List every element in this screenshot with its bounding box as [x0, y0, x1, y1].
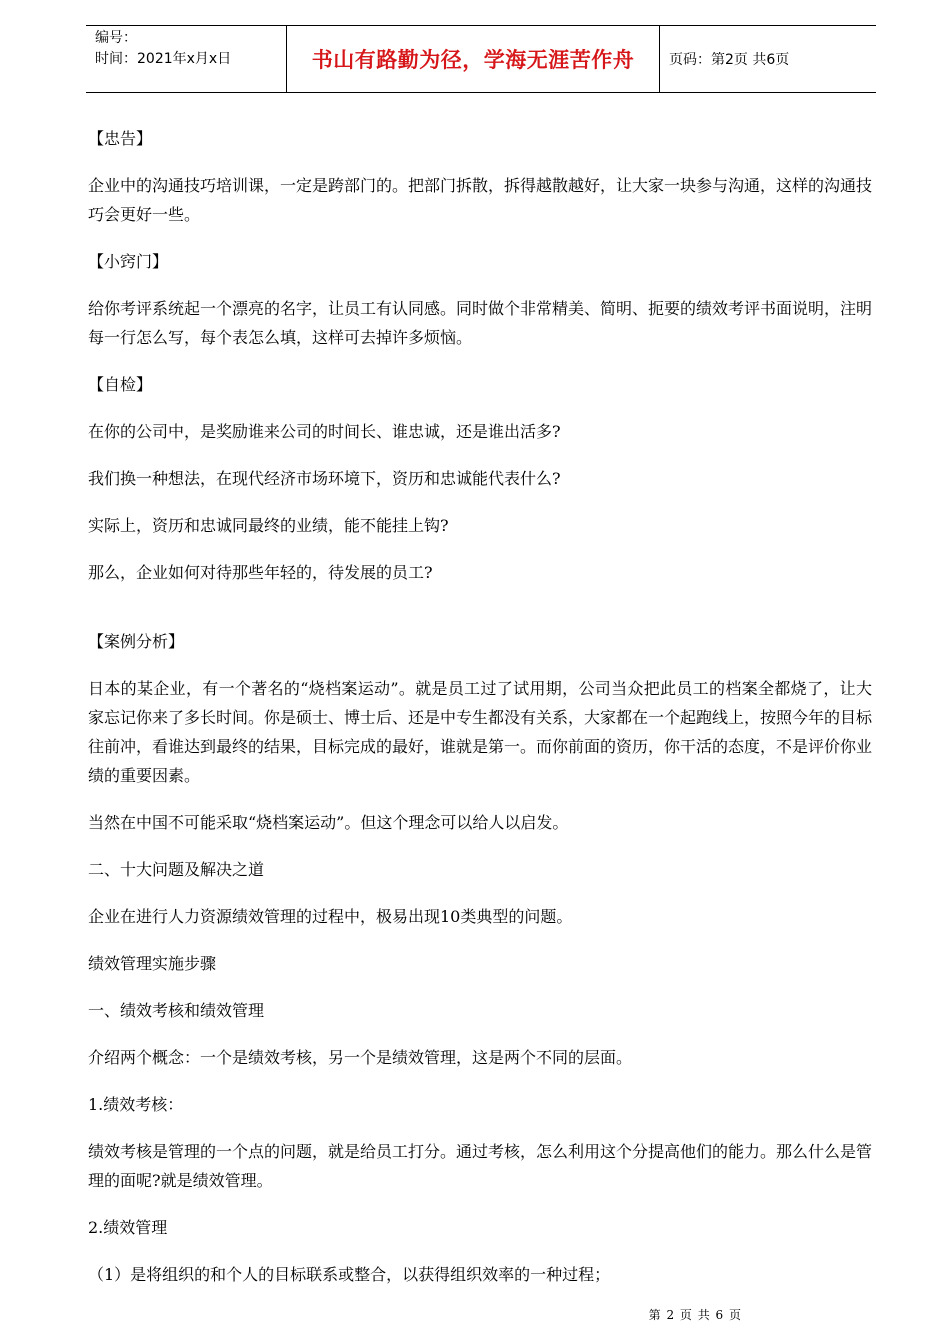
paragraph: 给你考评系统起一个漂亮的名字，让员工有认同感。同时做个非常精美、简明、扼要的绩效考评书面说明，注明每一行怎么写，每个表怎么填，这样可去掉许多烦恼。	[88, 299, 873, 347]
header-meta	[86, 26, 287, 92]
paragraph: 企业中的沟通技巧培训课，一定是跨部门的。把部门拆散，拆得越散越好，让大家一块参与沟通，这样的沟通技巧会更好一些。	[88, 176, 873, 224]
header-motto: 书山有路勤为径，学海无涯苦作舟	[311, 48, 635, 72]
paragraph: 在你的公司中，是奖励谁来公司的时间长、谁忠诚，还是谁出活多?	[88, 422, 561, 441]
section-heading: 二、十大问题及解决之道	[88, 860, 265, 879]
heading-self-check: 【自检】	[88, 375, 153, 394]
paragraph: 绩效考核是管理的一个点的问题，就是给员工打分。通过考核，怎么利用这个分提高他们的能力。那么什么是管理的面呢?就是绩效管理。	[88, 1142, 873, 1190]
paragraph: 那么，企业如何对待那些年轻的，待发展的员工?	[88, 563, 433, 582]
header-page-indicator: 页码：第2页 共6页	[669, 52, 790, 68]
header-page-cell	[660, 26, 876, 92]
heading-case-analysis: 【案例分析】	[88, 632, 185, 651]
section-heading: 绩效管理实施步骤	[88, 954, 217, 973]
paragraph: 企业在进行人力资源绩效管理的过程中，极易出现10类典型的问题。	[88, 907, 573, 926]
subsection-heading: 2.绩效管理	[88, 1218, 168, 1237]
document-number-label: 编号：	[95, 30, 137, 46]
section-heading: 一、绩效考核和绩效管理	[88, 1001, 265, 1020]
paragraph: 我们换一种想法，在现代经济市场环境下，资历和忠诚能代表什么?	[88, 469, 561, 488]
paragraph: 实际上，资历和忠诚同最终的业绩，能不能挂上钩?	[88, 516, 449, 535]
list-item: （1）是将组织的和个人的目标联系或整合，以获得组织效率的一种过程；	[88, 1265, 611, 1284]
paragraph: 当然在中国不可能采取“烧档案运动”。但这个理念可以给人以启发。	[88, 813, 569, 832]
page-header	[86, 25, 876, 93]
subsection-heading: 1.绩效考核：	[88, 1095, 184, 1114]
document-time-label: 时间：2021年x月x日	[95, 51, 232, 67]
page-footer: 第 2 页 共 6 页	[648, 1308, 742, 1322]
heading-advice: 【忠告】	[88, 129, 153, 148]
paragraph: 介绍两个概念：一个是绩效考核，另一个是绩效管理，这是两个不同的层面。	[88, 1048, 633, 1067]
document-body	[88, 124, 872, 1307]
heading-tips: 【小窍门】	[88, 252, 169, 271]
paragraph: 日本的某企业，有一个著名的“烧档案运动”。就是员工过了试用期，公司当众把此员工的档案全都烧了，让大家忘记你来了多长时间。你是硕士、博士后、还是中专生都没有关系，大家都在一个起跑线上，按照今年的目标往前冲，看谁达到最终的结果，目标完成的最好，谁就是第一。而你前面的资历，你干活的态度，不是评价你业绩的重要因素。	[88, 679, 873, 785]
header-motto-cell	[287, 26, 660, 92]
